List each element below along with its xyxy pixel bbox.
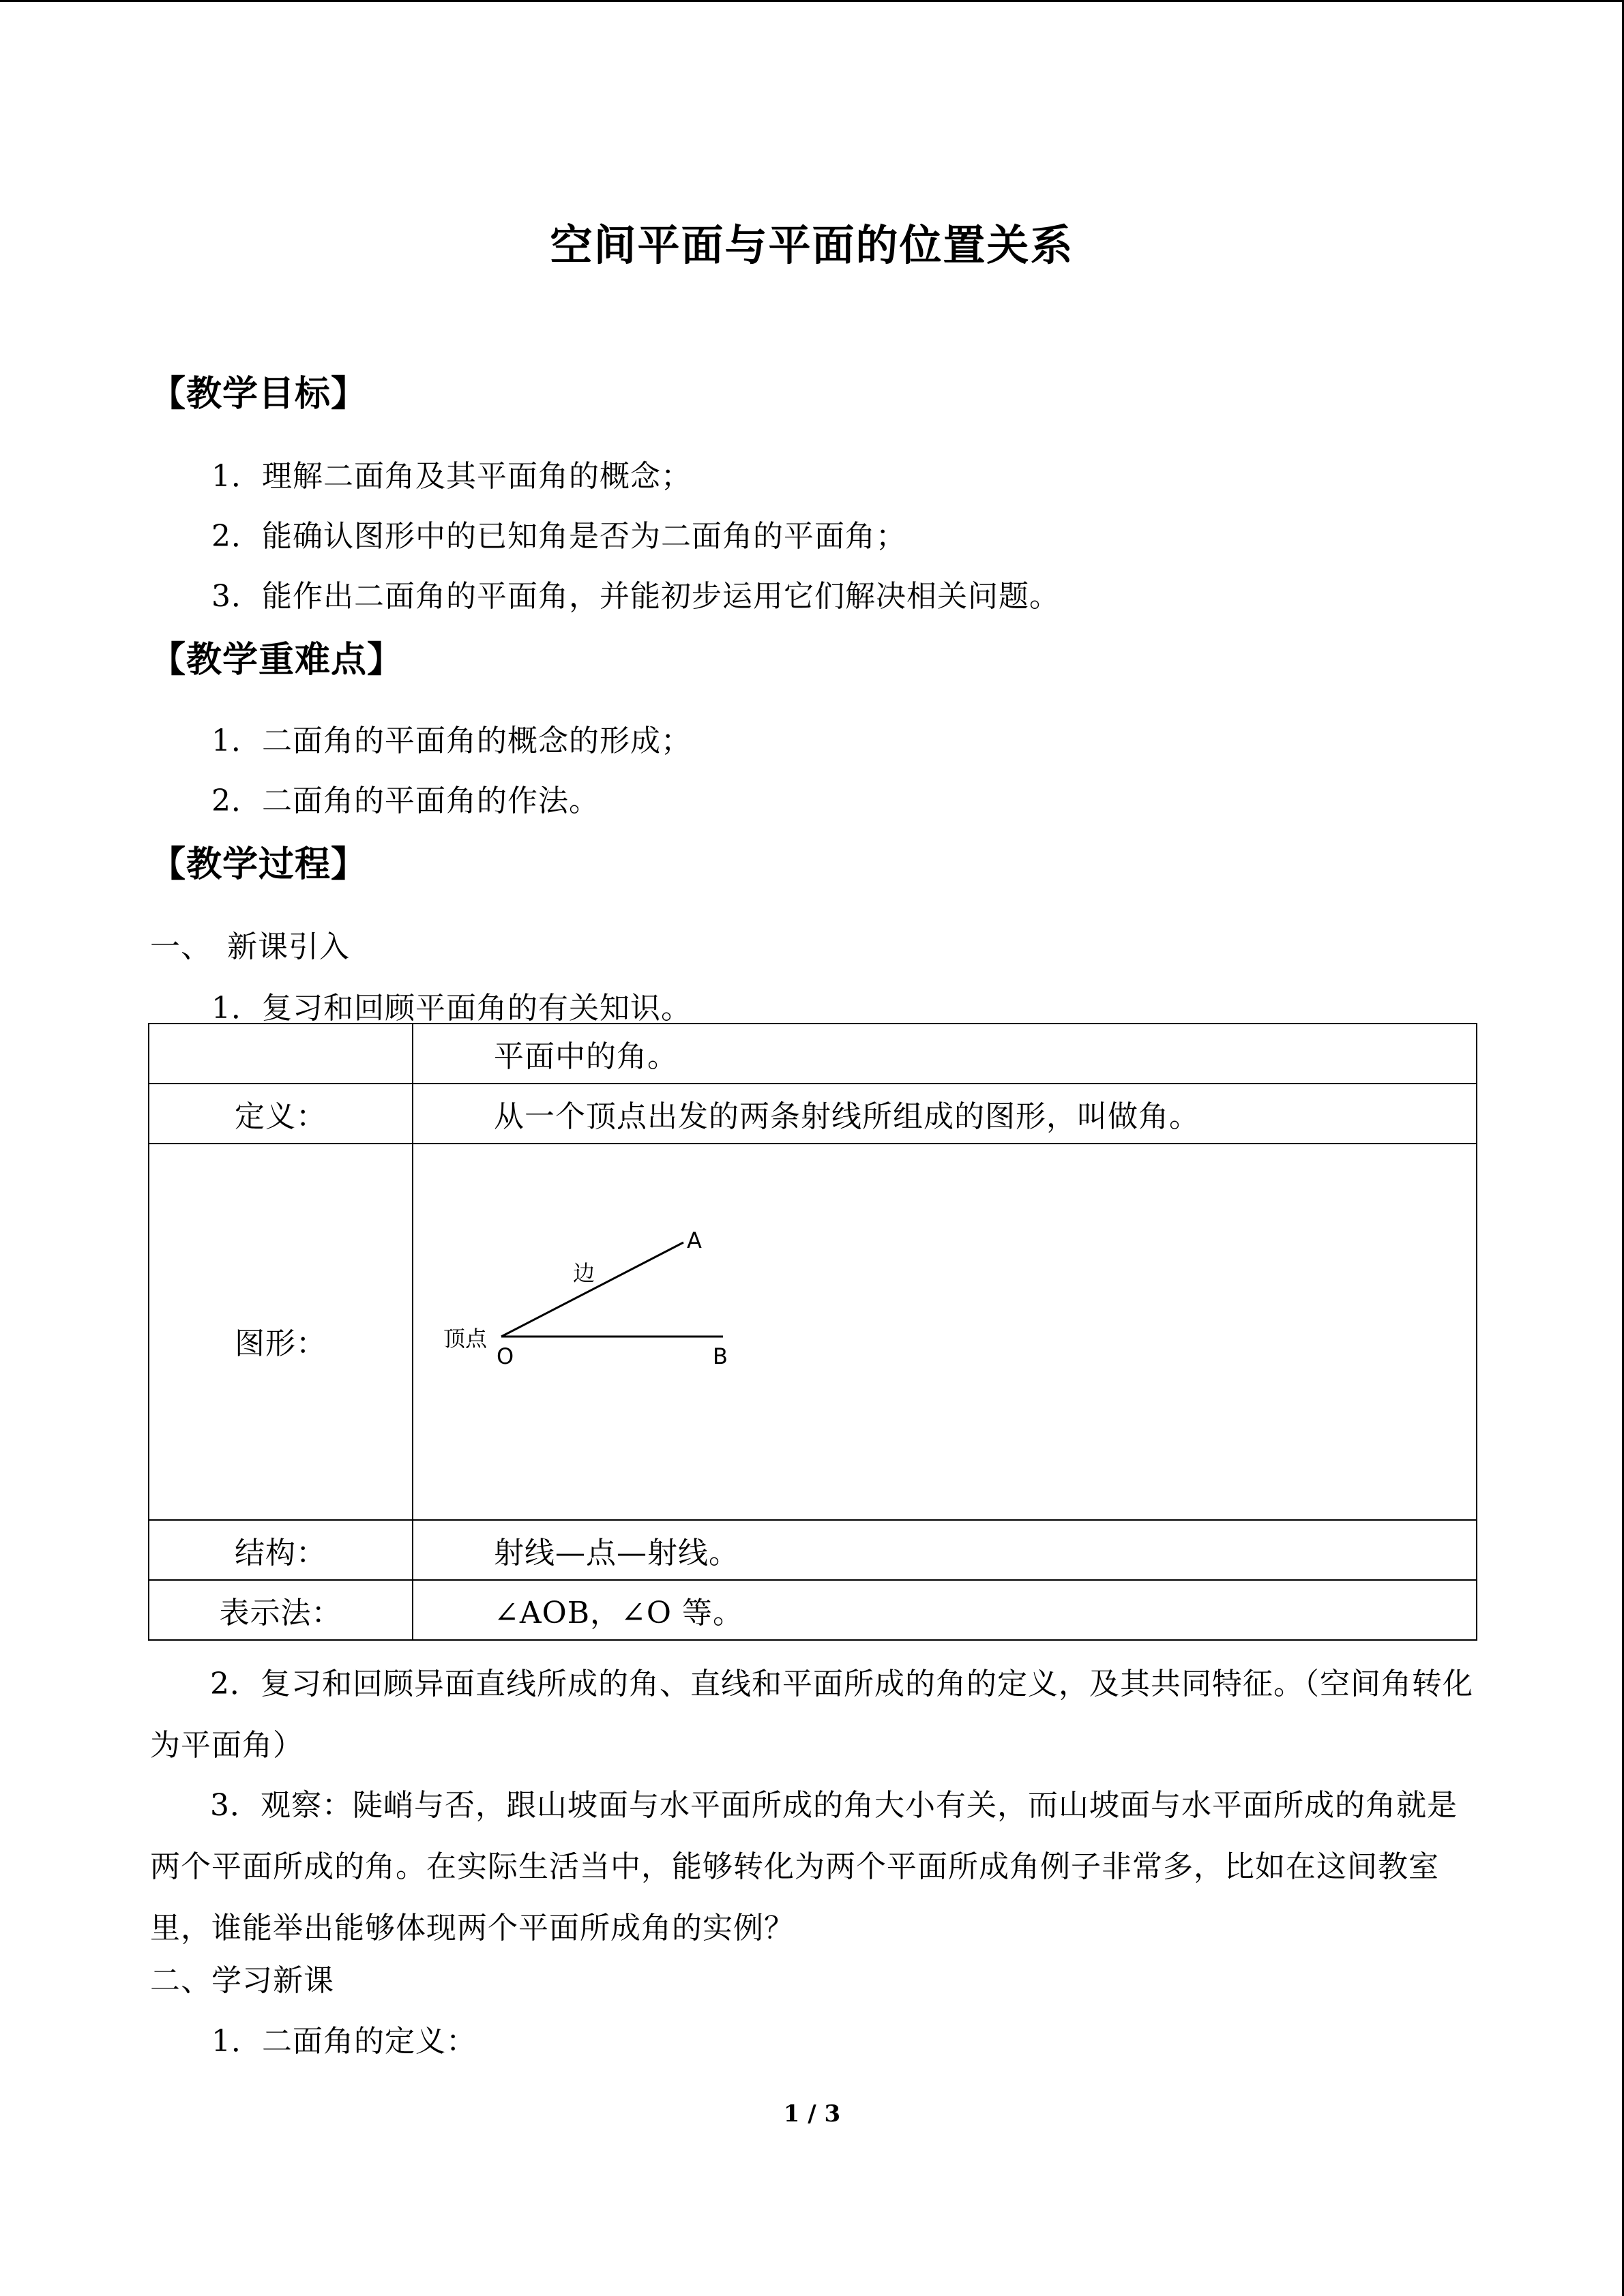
part1-item-2: 2．复习和回顾异面直线所成的角、直线和平面所成的角的定义，及其共同特征。（空间角转化为平面角） bbox=[150, 1667, 1473, 1763]
table-cell-empty bbox=[149, 1024, 413, 1084]
structure-value: 射线—点—射线。 bbox=[413, 1520, 1477, 1580]
structure-label: 结构： bbox=[149, 1520, 413, 1580]
angle-diagram bbox=[437, 1221, 750, 1384]
figure-label: 图形： bbox=[235, 1326, 327, 1361]
side-label: 边 bbox=[573, 1260, 595, 1286]
key-point-item-1: 1．二面角的平面角的概念的形成； bbox=[211, 724, 692, 758]
part1-title: 一、 新课引入 bbox=[150, 929, 350, 964]
heading-key-points: 【教学重难点】 bbox=[150, 639, 404, 681]
objective-item-2: 2．能确认图形中的已知角是否为二面角的平面角； bbox=[211, 519, 906, 554]
notation-label: 表示法： bbox=[149, 1580, 413, 1640]
table-row-figure bbox=[149, 1144, 1477, 1520]
point-b-label: B bbox=[713, 1343, 728, 1369]
table-header-right: 平面中的角。 bbox=[413, 1024, 1477, 1084]
point-o-label: O bbox=[497, 1343, 514, 1369]
document-title: 空间平面与平面的位置关系 bbox=[550, 220, 1074, 270]
objective-item-3: 3．能作出二面角的平面角，并能初步运用它们解决相关问题。 bbox=[211, 579, 1060, 614]
part2-item-1: 1．二面角的定义： bbox=[211, 2024, 477, 2059]
table-row-definition bbox=[149, 1084, 1477, 1144]
angle-table bbox=[148, 1023, 1477, 1641]
part1-item-3: 3．观察：陡峭与否，跟山坡面与水平面所成的角大小有关，而山坡面与水平面所成的角就是两个平面所成的角。在实际生活当中，能够转化为两个平面所成角例子非常多，比如在这间教室里，谁能举出能够体现两个平面所成角的实例？ bbox=[150, 1788, 1458, 1945]
part2-title: 二、学习新课 bbox=[150, 1963, 334, 1998]
key-point-item-2: 2．二面角的平面角的作法。 bbox=[211, 784, 600, 818]
notation-value: ∠AOB，∠O 等。 bbox=[413, 1580, 1477, 1640]
page-border-top bbox=[0, 0, 1624, 2]
angle-diagram-svg bbox=[437, 1221, 750, 1384]
definition-value: 从一个顶点出发的两条射线所组成的图形，叫做角。 bbox=[413, 1084, 1477, 1144]
table-row-structure bbox=[149, 1520, 1477, 1580]
definition-label: 定义： bbox=[149, 1084, 413, 1144]
point-a-label: A bbox=[687, 1227, 702, 1253]
objective-item-1: 1．理解二面角及其平面角的概念； bbox=[211, 459, 692, 494]
heading-objectives: 【教学目标】 bbox=[150, 373, 368, 415]
heading-process: 【教学过程】 bbox=[150, 844, 368, 885]
part1-item-1: 1．复习和回顾平面角的有关知识。 bbox=[211, 991, 692, 1026]
page-number: 1 / 3 bbox=[783, 2100, 841, 2128]
table-row-notation bbox=[149, 1580, 1477, 1640]
table-row-header bbox=[149, 1024, 1477, 1084]
vertex-label: 顶点 bbox=[443, 1326, 488, 1352]
